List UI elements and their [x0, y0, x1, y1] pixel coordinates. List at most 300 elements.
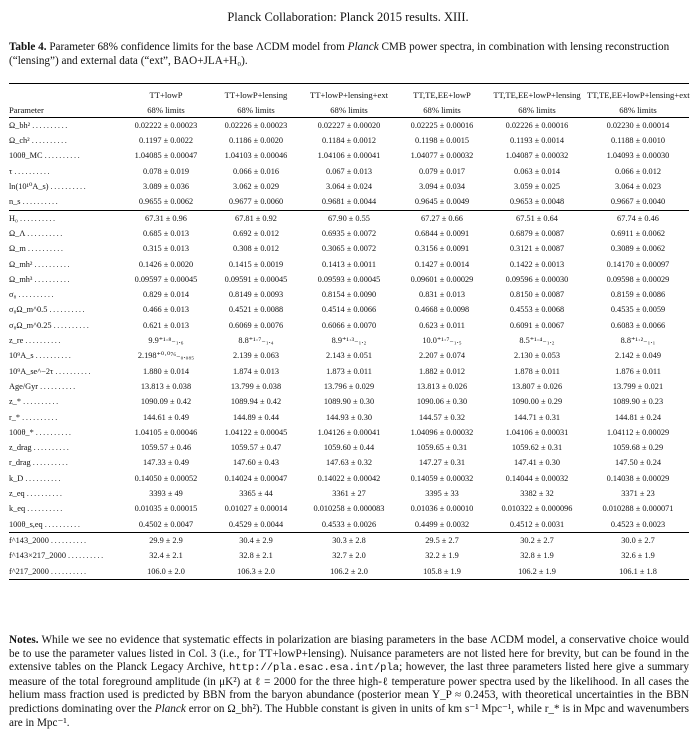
leader-dots: ..........	[40, 381, 77, 391]
table-row	[9, 287, 689, 302]
table-row	[9, 179, 689, 194]
parameter-label: σ₈	[9, 290, 17, 300]
parameter-name	[9, 410, 121, 425]
table-cell: 0.1427 ± 0.0014	[414, 259, 470, 269]
table-cell: 0.010258 ± 0.000083	[313, 504, 385, 514]
table-cell: 106.2 ± 1.9	[487, 564, 587, 580]
table-cell: 0.02222 ± 0.00023	[134, 120, 198, 130]
column-header: TT,TE,EE+lowP+lensing+ext	[587, 90, 690, 100]
column-header: TT,TE,EE+lowP+lensing	[493, 90, 581, 100]
table-row	[9, 210, 689, 226]
parameter-name	[9, 456, 121, 471]
table-cell: 3.064 ± 0.024	[325, 182, 373, 192]
leader-dots: ..........	[14, 166, 52, 176]
table-cell: 1.04077 ± 0.00032	[410, 151, 474, 161]
table-cell: 1.873 ± 0.011	[326, 366, 372, 376]
table-cell: 0.685 ± 0.013	[142, 228, 190, 238]
parameter-name	[9, 257, 121, 272]
table-cell: 13.796 ± 0.029	[323, 381, 375, 391]
notes-url: http://pla.esac.esa.int/pla	[228, 662, 400, 675]
table-cell: 1.04096 ± 0.00032	[410, 427, 474, 437]
leader-dots: ..........	[26, 489, 64, 499]
parameter-label: f^143×217_2000	[9, 551, 66, 561]
table-cell: 1.882 ± 0.012	[418, 366, 466, 376]
table-cell: 0.692 ± 0.012	[232, 228, 280, 238]
table-cell: 1059.65 ± 0.31	[416, 443, 468, 453]
table-cell: 0.4523 ± 0.0023	[610, 519, 666, 529]
table-cell: 1059.57 ± 0.47	[230, 443, 282, 453]
table-cell: 8.5⁺¹·⁴₋₁.₂	[519, 336, 555, 346]
table-row	[9, 164, 689, 179]
table-cell: 0.09598 ± 0.00029	[606, 274, 670, 284]
table-cell: 2.207 ± 0.074	[418, 351, 466, 361]
parameter-label: f^143_2000	[9, 535, 49, 545]
table-cell: 147.63 ± 0.32	[325, 458, 373, 468]
table-cell: 3.064 ± 0.023	[614, 182, 662, 192]
table-cell: 1090.00 ± 0.29	[511, 397, 563, 407]
table-row	[9, 440, 689, 455]
table-cell: 67.74 ± 0.46	[587, 210, 689, 226]
table-cell: 3365 ± 44	[239, 489, 273, 499]
table-cell: 0.4529 ± 0.0044	[228, 519, 284, 529]
table-row	[9, 486, 689, 501]
table-caption	[9, 40, 689, 68]
column-subheader: 68% limits	[397, 103, 487, 118]
parameter-label: k_eq	[9, 504, 26, 514]
table-cell: 144.81 ± 0.24	[614, 412, 662, 422]
table-cell: 147.27 ± 0.31	[418, 458, 466, 468]
table-cell: 0.1193 ± 0.0014	[509, 136, 565, 146]
table-row	[9, 226, 689, 241]
table-notes	[9, 634, 689, 730]
table-cell: 144.71 ± 0.31	[513, 412, 561, 422]
parameter-label: ln(10¹⁰A_s)	[9, 182, 49, 192]
table-cell: 32.7 ± 2.0	[332, 551, 366, 561]
table-row	[9, 394, 689, 409]
table-cell: 67.31 ± 0.96	[121, 210, 211, 226]
leader-dots: ..........	[50, 182, 88, 192]
parameter-name	[9, 118, 121, 134]
table-cell: 1.04085 ± 0.00047	[134, 151, 198, 161]
table-cell: 0.9681 ± 0.0044	[321, 197, 377, 207]
parameter-label: Ω_mh²	[9, 259, 33, 269]
table-cell: 32.8 ± 1.9	[520, 551, 554, 561]
table-cell: 1089.90 ± 0.30	[323, 397, 375, 407]
parameter-name	[9, 179, 121, 194]
parameter-name	[9, 149, 121, 164]
column-subheader: 68% limits	[487, 103, 587, 118]
parameter-name	[9, 548, 121, 563]
table-cell: 32.4 ± 2.1	[149, 551, 183, 561]
table-cell: 0.308 ± 0.012	[232, 244, 280, 254]
table-cell: 0.9677 ± 0.0060	[228, 197, 284, 207]
table-cell: 13.807 ± 0.026	[511, 381, 563, 391]
table-cell: 105.8 ± 1.9	[397, 564, 487, 580]
table-cell: 9.9⁺¹·⁸₋₁.₆	[148, 336, 184, 346]
table-cell: 0.4521 ± 0.0088	[228, 305, 284, 315]
table-cell: 8.8⁺¹·⁷₋₁.₄	[238, 336, 274, 346]
table-cell: 0.1426 ± 0.0020	[138, 259, 194, 269]
parameter-label: z_eq	[9, 489, 25, 499]
table-cell: 0.063 ± 0.014	[513, 166, 561, 176]
table-cell: 144.89 ± 0.44	[232, 412, 280, 422]
table-cell: 2.198⁺⁰·⁰⁷⁶₋₀.₀₈₅	[137, 351, 195, 361]
table-cell: 67.51 ± 0.64	[487, 210, 587, 226]
table-cell: 0.1184 ± 0.0012	[321, 136, 377, 146]
table-cell: 1089.94 ± 0.42	[230, 397, 282, 407]
table-cell: 0.09596 ± 0.00030	[505, 274, 569, 284]
leader-dots: ..........	[34, 274, 72, 284]
table-row	[9, 194, 689, 210]
leader-dots: ..........	[55, 366, 93, 376]
column-header: TT+lowP+lensing	[224, 90, 288, 100]
parameter-name	[9, 471, 121, 486]
parameter-label: σ₈Ω_m^0.5	[9, 305, 48, 315]
parameter-header: Parameter	[9, 103, 121, 118]
table-cell: 0.4533 ± 0.0026	[321, 519, 377, 529]
leader-dots: ..........	[44, 151, 82, 161]
table-cell: 0.079 ± 0.017	[418, 166, 466, 176]
leader-dots: ..........	[27, 228, 64, 238]
table-cell: 0.9667 ± 0.0040	[610, 197, 666, 207]
table-cell: 0.3156 ± 0.0091	[414, 244, 470, 254]
table-row	[9, 410, 689, 425]
table-cell: 1.04105 ± 0.00046	[134, 427, 198, 437]
parameter-label: 100θ_MC	[9, 151, 43, 161]
table-row	[9, 548, 689, 563]
leader-dots: ..........	[32, 458, 70, 468]
table-cell: 29.5 ± 2.7	[397, 533, 487, 549]
parameter-label: Ω_m	[9, 244, 26, 254]
table-row	[9, 133, 689, 148]
table-cell: 0.02230 ± 0.00014	[606, 120, 670, 130]
table-cell: 0.14050 ± 0.00052	[134, 473, 198, 483]
table-cell: 1.876 ± 0.011	[615, 366, 661, 376]
leader-dots: ..........	[31, 136, 69, 146]
table-cell: 147.60 ± 0.43	[232, 458, 280, 468]
table-cell: 1.04122 ± 0.00045	[224, 427, 288, 437]
table-cell: 0.4668 ± 0.0098	[414, 305, 470, 315]
parameter-name	[9, 303, 121, 318]
table-cell: 13.799 ± 0.038	[230, 381, 282, 391]
notes-lead: Notes.	[9, 634, 39, 646]
leader-dots: ..........	[49, 305, 87, 315]
table-cell: 1.04103 ± 0.00046	[224, 151, 288, 161]
table-cell: 0.010322 ± 0.000096	[501, 504, 573, 514]
table-cell: 1.04126 ± 0.00041	[317, 427, 381, 437]
leader-dots: ..........	[44, 519, 82, 529]
table-cell: 0.010288 ± 0.000071	[602, 504, 674, 514]
parameter-name	[9, 210, 121, 226]
parameter-label: n_s	[9, 197, 21, 207]
parameter-label: 100θ_*	[9, 427, 34, 437]
table-cell: 1.04093 ± 0.00030	[606, 151, 670, 161]
table-cell: 1059.57 ± 0.46	[140, 443, 192, 453]
table-cell: 0.1413 ± 0.0011	[321, 259, 377, 269]
parameter-label: Ω_Λ	[9, 228, 26, 238]
leader-dots: ..........	[53, 320, 91, 330]
parameter-name	[9, 564, 121, 580]
table-cell: 3382 ± 32	[520, 489, 554, 499]
table-cell: 144.57 ± 0.32	[418, 412, 466, 422]
table-cell: 0.3089 ± 0.0062	[610, 244, 666, 254]
table-cell: 0.8150 ± 0.0087	[509, 290, 565, 300]
table-cell: 147.50 ± 0.24	[614, 458, 662, 468]
table-cell: 0.9645 ± 0.0049	[414, 197, 470, 207]
table-row	[9, 471, 689, 486]
column-subheader: 68% limits	[301, 103, 397, 118]
table-cell: 0.4512 ± 0.0031	[509, 519, 565, 529]
table-cell: 0.8154 ± 0.0090	[321, 290, 377, 300]
leader-dots: ..........	[68, 551, 105, 561]
table-cell: 1.04106 ± 0.00031	[505, 427, 569, 437]
table-row	[9, 303, 689, 318]
table-cell: 3361 ± 27	[332, 489, 366, 499]
table-cell: 3.062 ± 0.029	[232, 182, 280, 192]
parameter-name	[9, 533, 121, 549]
leader-dots: ..........	[50, 535, 88, 545]
table-cell: 1.04087 ± 0.00032	[505, 151, 569, 161]
table-cell: 1059.62 ± 0.31	[511, 443, 563, 453]
leader-dots: ..........	[25, 473, 63, 483]
table-row	[9, 272, 689, 287]
table-cell: 0.1186 ± 0.0020	[228, 136, 284, 146]
parameter-name	[9, 333, 121, 348]
table-cell: 106.3 ± 2.0	[211, 564, 301, 580]
parameter-name	[9, 440, 121, 455]
leader-dots: ..........	[27, 244, 65, 254]
parameter-name	[9, 241, 121, 256]
parameter-label: z_drag	[9, 443, 32, 453]
table-cell: 0.623 ± 0.011	[419, 320, 465, 330]
table-row	[9, 425, 689, 440]
notes-text: While we see no evidence that systematic effects in polarization are biasing parameters in the base ΛCDM model, a conservative choice would be to use the parameter values listed in Col. 3 (i.e., for TT+lowP+lensing). Nuisance parameters are not listed here for brevity, but can be found in the extensive tables on the Planck Legacy Archive,	[9, 634, 689, 674]
column-header: TT+lowP+lensing+ext	[309, 90, 389, 100]
table-row	[9, 533, 689, 549]
table-cell: 2.143 ± 0.051	[325, 351, 373, 361]
table-cell: 0.6911 ± 0.0062	[610, 228, 666, 238]
table-cell: 0.8149 ± 0.0093	[228, 290, 284, 300]
table-cell: 0.6935 ± 0.0072	[321, 228, 377, 238]
parameter-label: f^217_2000	[9, 566, 49, 576]
table-cell: 0.4514 ± 0.0066	[321, 305, 377, 315]
table-cell: 3371 ± 23	[621, 489, 655, 499]
parameter-name	[9, 164, 121, 179]
leader-dots: ..........	[27, 504, 64, 514]
parameter-name	[9, 318, 121, 333]
table-cell: 0.01027 ± 0.00014	[224, 504, 288, 514]
table-cell: 0.09591 ± 0.00045	[224, 274, 288, 284]
parameter-label: τ	[9, 166, 13, 176]
table-cell: 106.1 ± 1.8	[587, 564, 689, 580]
table-cell: 8.9⁺¹·³₋₁.₂	[331, 336, 367, 346]
table-cell: 144.93 ± 0.30	[325, 412, 373, 422]
table-cell: 1.874 ± 0.013	[232, 366, 280, 376]
parameter-label: k_D	[9, 473, 24, 483]
parameter-label: r_drag	[9, 458, 31, 468]
table-cell: 30.4 ± 2.9	[211, 533, 301, 549]
table-cell: 0.01035 ± 0.00015	[134, 504, 198, 514]
table-cell: 0.09601 ± 0.00029	[410, 274, 474, 284]
column-header-parameter-spacer	[9, 88, 121, 103]
table-cell: 0.4502 ± 0.0047	[138, 519, 194, 529]
table-cell: 1089.90 ± 0.23	[612, 397, 664, 407]
parameter-label: 10⁹A_se^−2τ	[9, 366, 54, 376]
table-cell: 30.2 ± 2.7	[487, 533, 587, 549]
leader-dots: ..........	[35, 427, 73, 437]
table-cell: 106.2 ± 2.0	[301, 564, 397, 580]
table-cell: 8.8⁺¹·²₋₁.₁	[620, 336, 656, 346]
table-row	[9, 456, 689, 471]
table-cell: 0.1198 ± 0.0015	[414, 136, 470, 146]
table-cell: 67.27 ± 0.66	[397, 210, 487, 226]
leader-dots: ..........	[25, 336, 63, 346]
table-cell: 0.066 ± 0.016	[232, 166, 280, 176]
parameter-label: Ω_ch²	[9, 136, 30, 146]
parameter-name	[9, 517, 121, 533]
caption-planck: Planck	[347, 41, 379, 53]
table-cell: 0.01036 ± 0.00010	[410, 504, 474, 514]
table-cell: 3.059 ± 0.025	[513, 182, 561, 192]
table-row	[9, 517, 689, 533]
notes-text: ; however, the last three parameters listed here give a summary measure of the total foreground amplitude (in μK²) at ℓ = 2000 for the three high-ℓ temperature power spectra used by the likelihood. In all cases the helium mass fraction used is predicted by BBN from the baryon abundance (posterior mean Y_P ≈ 0.2453, with theoretical uncertainties in the BBN predictions dominating over the	[9, 661, 689, 715]
leader-dots: ..........	[19, 213, 57, 223]
column-subheader: 68% limits	[211, 103, 301, 118]
table-cell: 1.04106 ± 0.00041	[317, 151, 381, 161]
table-row	[9, 501, 689, 516]
table-cell: 67.81 ± 0.92	[211, 210, 301, 226]
leader-dots: ..........	[23, 397, 60, 407]
table-cell: 32.2 ± 1.9	[425, 551, 459, 561]
notes-planck: Planck	[154, 702, 186, 715]
table-cell: 0.14022 ± 0.00042	[317, 473, 381, 483]
table-cell: 106.0 ± 2.0	[121, 564, 211, 580]
table-cell: 0.14059 ± 0.00032	[410, 473, 474, 483]
table-cell: 0.3065 ± 0.0072	[321, 244, 377, 254]
table-cell: 0.6091 ± 0.0067	[509, 320, 565, 330]
caption-label: Table 4.	[9, 41, 47, 53]
parameter-label: 100θ_s,eq	[9, 519, 43, 529]
table-cell: 0.6844 ± 0.0091	[414, 228, 470, 238]
parameter-label: Age/Gyr	[9, 381, 39, 391]
parameter-label: z_re	[9, 336, 24, 346]
table-cell: 0.9653 ± 0.0048	[509, 197, 565, 207]
leader-dots: ..........	[35, 351, 73, 361]
table-cell: 32.8 ± 2.1	[239, 551, 273, 561]
table-row	[9, 348, 689, 363]
leader-dots: ..........	[50, 566, 88, 576]
table-row	[9, 241, 689, 256]
leader-dots: ..........	[33, 443, 71, 453]
leader-dots: ..........	[32, 120, 69, 130]
table-row	[9, 364, 689, 379]
parameter-name	[9, 287, 121, 302]
parameter-name	[9, 194, 121, 210]
column-header: TT,TE,EE+lowP	[413, 90, 471, 100]
parameter-name	[9, 425, 121, 440]
table-cell: 1090.06 ± 0.30	[416, 397, 468, 407]
table-cell: 3395 ± 33	[425, 489, 459, 499]
parameter-name	[9, 348, 121, 363]
table-cell: 0.6879 ± 0.0087	[509, 228, 565, 238]
table-cell: 1059.60 ± 0.44	[323, 443, 375, 453]
table-cell: 0.09593 ± 0.00045	[317, 274, 381, 284]
table-cell: 144.61 ± 0.49	[142, 412, 190, 422]
table-cell: 3393 ± 49	[149, 489, 183, 499]
table-cell: 29.9 ± 2.9	[121, 533, 211, 549]
parameter-name	[9, 226, 121, 241]
table-cell: 0.6069 ± 0.0076	[228, 320, 284, 330]
table-cell: 0.1197 ± 0.0022	[138, 136, 194, 146]
parameter-table	[9, 83, 689, 580]
table-cell: 30.3 ± 2.8	[301, 533, 397, 549]
table-cell: 1.04112 ± 0.00029	[606, 427, 670, 437]
caption-text-end: CMB power spectra, in combination with lensing reconstruction (“lensing”) and external data (“ext”, BAO+JLA+H₀).	[9, 41, 670, 67]
table-cell: 0.14024 ± 0.00047	[224, 473, 288, 483]
table-cell: 0.315 ± 0.013	[142, 244, 190, 254]
parameter-label: Ω_mh³	[9, 274, 33, 284]
page-header: Planck Collaboration: Planck 2015 results. XIII.	[227, 10, 469, 24]
table-cell: 2.130 ± 0.053	[513, 351, 561, 361]
table-cell: 3.094 ± 0.034	[418, 182, 466, 192]
parameter-name	[9, 272, 121, 287]
column-subheader-row	[9, 103, 689, 118]
parameter-label: 10⁹A_s	[9, 351, 34, 361]
caption-text: Parameter 68% confidence limits for the base ΛCDM model from	[46, 41, 348, 53]
parameter-name	[9, 379, 121, 394]
table-cell: 147.41 ± 0.30	[513, 458, 561, 468]
column-names-row	[9, 88, 689, 103]
leader-dots: ..........	[22, 412, 59, 422]
table-cell: 0.3121 ± 0.0087	[509, 244, 565, 254]
table-cell: 0.14038 ± 0.00029	[606, 473, 670, 483]
table-cell: 13.799 ± 0.021	[612, 381, 664, 391]
table-cell: 67.90 ± 0.55	[301, 210, 397, 226]
table-cell: 0.066 ± 0.012	[614, 166, 662, 176]
table-cell: 3.089 ± 0.036	[142, 182, 190, 192]
table-cell: 0.14044 ± 0.00032	[505, 473, 569, 483]
table-cell: 0.078 ± 0.019	[142, 166, 190, 176]
parameter-name	[9, 486, 121, 501]
table-cell: 32.6 ± 1.9	[621, 551, 655, 561]
table-cell: 1090.09 ± 0.42	[140, 397, 192, 407]
table-cell: 0.02225 ± 0.00016	[410, 120, 474, 130]
table-cell: 0.8159 ± 0.0086	[610, 290, 666, 300]
table-cell: 147.33 ± 0.49	[142, 458, 190, 468]
parameter-name	[9, 394, 121, 409]
table-row	[9, 379, 689, 394]
table-cell: 10.0⁺¹·⁷₋₁.₅	[422, 336, 462, 346]
table-cell: 13.813 ± 0.038	[140, 381, 192, 391]
table-cell: 0.6083 ± 0.0066	[610, 320, 666, 330]
leader-dots: ..........	[22, 197, 60, 207]
parameter-label: r_*	[9, 412, 21, 422]
parameter-label: Ω_bh²	[9, 120, 31, 130]
notes-text: error on Ω_bh²). The Hubble constant is given in units of km s⁻¹ Mpc⁻¹, while r_* is in Mpc and wavenumbers are in Mpc⁻¹.	[9, 702, 689, 729]
table-cell: 2.142 ± 0.049	[614, 351, 662, 361]
table-cell: 0.621 ± 0.013	[142, 320, 190, 330]
table-cell: 0.14170 ± 0.00097	[606, 259, 670, 269]
parameter-label: z_*	[9, 397, 21, 407]
table-cell: 0.02226 ± 0.00023	[224, 120, 288, 130]
table-cell: 2.139 ± 0.063	[232, 351, 280, 361]
column-subheader: 68% limits	[587, 103, 689, 118]
table-cell: 0.1415 ± 0.0019	[228, 259, 284, 269]
table-row	[9, 333, 689, 348]
table-cell: 1.880 ± 0.014	[142, 366, 190, 376]
table-cell: 30.0 ± 2.7	[587, 533, 689, 549]
table-cell: 0.02227 ± 0.00020	[317, 120, 381, 130]
